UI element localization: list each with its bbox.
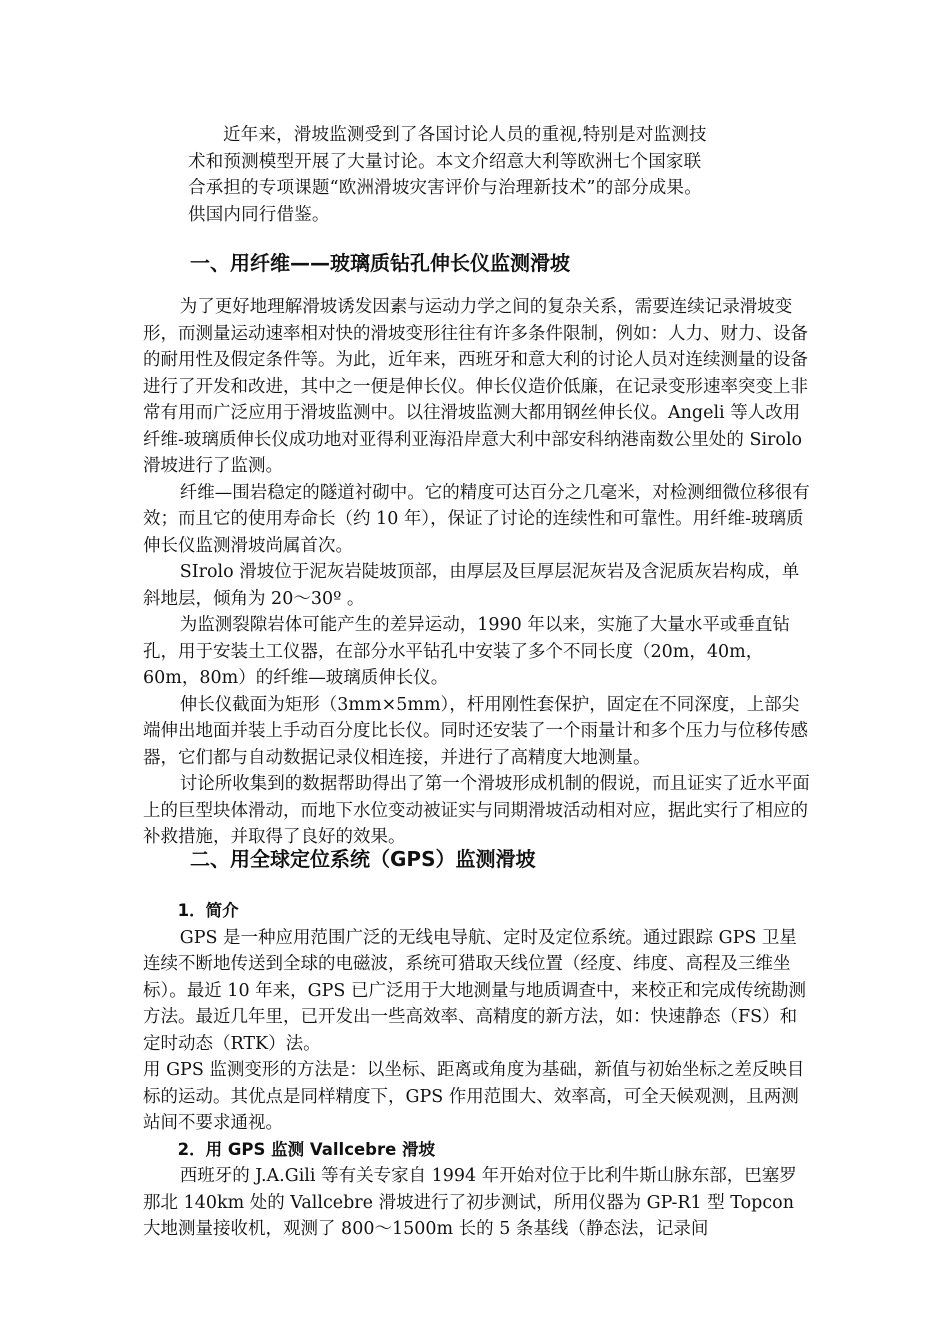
section-heading-2: 二、用全球定位系统（GPS）监测滑坡 — [190, 847, 536, 871]
section-heading-1: 一、用纤维——玻璃质钻孔伸长仪监测滑坡 — [190, 251, 570, 275]
paragraph: 用 GPS 监测变形的方法是：以坐标、距离或角度为基础，新值与初始坐标之差反映目标的运动。其优点是同样精度下，GPS 作用范围大、效率高，可全天候观测，且两测站间不要求通视。 — [143, 1060, 805, 1133]
paragraph: 讨论所收集到的数据帮助得出了第一个滑坡形成机制的假说，而且证实了近水平面上的巨型块体滑动，而地下水位变动被证实与同期滑坡活动相对应，据此实行了相应的补救措施，并取得了良好的效果。 — [143, 774, 810, 847]
section-1-body — [143, 294, 813, 851]
abstract-line: 近年来，滑坡监测受到了各国讨论人员的重视,特别是对监测技 — [223, 125, 707, 145]
paragraph: 西班牙的 J.A.Gili 等有关专家自 1994 年开始对位于比利牛斯山脉东部，巴塞罗那北 140km 处的 Vallcebre 滑坡进行了初步测试，所用仪器为 GP-R1 型 Topcon 大地测量接收机，观测了 800～1500m 长的 5 条基线（静态法，记录间 — [143, 1166, 797, 1239]
abstract — [188, 122, 778, 228]
paragraph: 伸长仪截面为矩形（3mm×5mm），杆用刚性套保护，固定在不同深度，上部尖端伸出地面并装上手动百分度比长仪。同时还安装了一个雨量计和多个压力与位移传感器，它们都与自动数据记录仪相连接，并进行了高精度大地测量。 — [143, 694, 808, 768]
subheading: 2．用 GPS 监测 Vallcebre 滑坡 — [177, 1139, 436, 1159]
abstract-line: 术和预测模型开展了大量讨论。本文介绍意大利等欧洲七个国家联 — [188, 151, 702, 172]
abstract-line: 供国内同行借鉴。 — [188, 204, 330, 225]
subheading: 1．简介 — [177, 901, 239, 920]
paragraph: 为了更好地理解滑坡诱发因素与运动力学之间的复杂关系，需要连续记录滑坡变形，而测量运动速率相对快的滑坡变形往往有许多条件限制，例如：人力、财力、设备的耐用性及假定条件等。为此，近年来，西班牙和意大利的讨论人员对连续测量的设备进行了开发和改进，其中之一便是伸长仪。伸长仪造价低廉，在记录变形速率突变上非常有用而广泛应用于滑坡监测中。以往滑坡监测大都用钢丝伸长仪。Angeli 等人改用纤维-玻璃质伸长仪成功地对亚得利亚海沿岸意大利中部安科纳港南数公里处的 Sirolo 滑坡进行了监测。 — [143, 297, 808, 476]
paragraph: SIrolo 滑坡位于泥灰岩陡坡顶部，由厚层及巨厚层泥灰岩及含泥质灰岩构成，单斜地层，倾角为 20～30º 。 — [143, 562, 800, 609]
paragraph: 纤维—围岩稳定的隧道衬砌中。它的精度可达百分之几毫米，对检测细微位移很有效；而且它的使用寿命长（约 10 年），保证了讨论的连续性和可靠性。用纤维-玻璃质伸长仪监测滑坡尚属首次。 — [143, 482, 810, 556]
paragraph: 为监测裂隙岩体可能产生的差异运动，1990 年以来，实施了大量水平或垂直钻孔，用于安装土工仪器，在部分水平钻孔中安装了多个不同长度（20m，40m，60m，80m）的纤维—玻璃质伸长仪。 — [143, 615, 790, 688]
paragraph: GPS 是一种应用范围广泛的无线电导航、定时及定位系统。通过跟踪 GPS 卫星连续不断地传送到全球的电磁波，系统可猎取天线位置（经度、纬度、高程及三维坐标）。最近 10 年来，GPS 已广泛用于大地测量与地质调查中，来校正和完成传统勘测方法。最近几年里，已开发出一些高效率、高精度的新方法，如：快速静态（FS）和定时动态（RTK）法。 — [143, 927, 806, 1054]
abstract-line: 合承担的专项课题“欧洲滑坡灾害评价与治理新技术”的部分成果。 — [188, 178, 702, 198]
section-2-body — [143, 898, 813, 1243]
